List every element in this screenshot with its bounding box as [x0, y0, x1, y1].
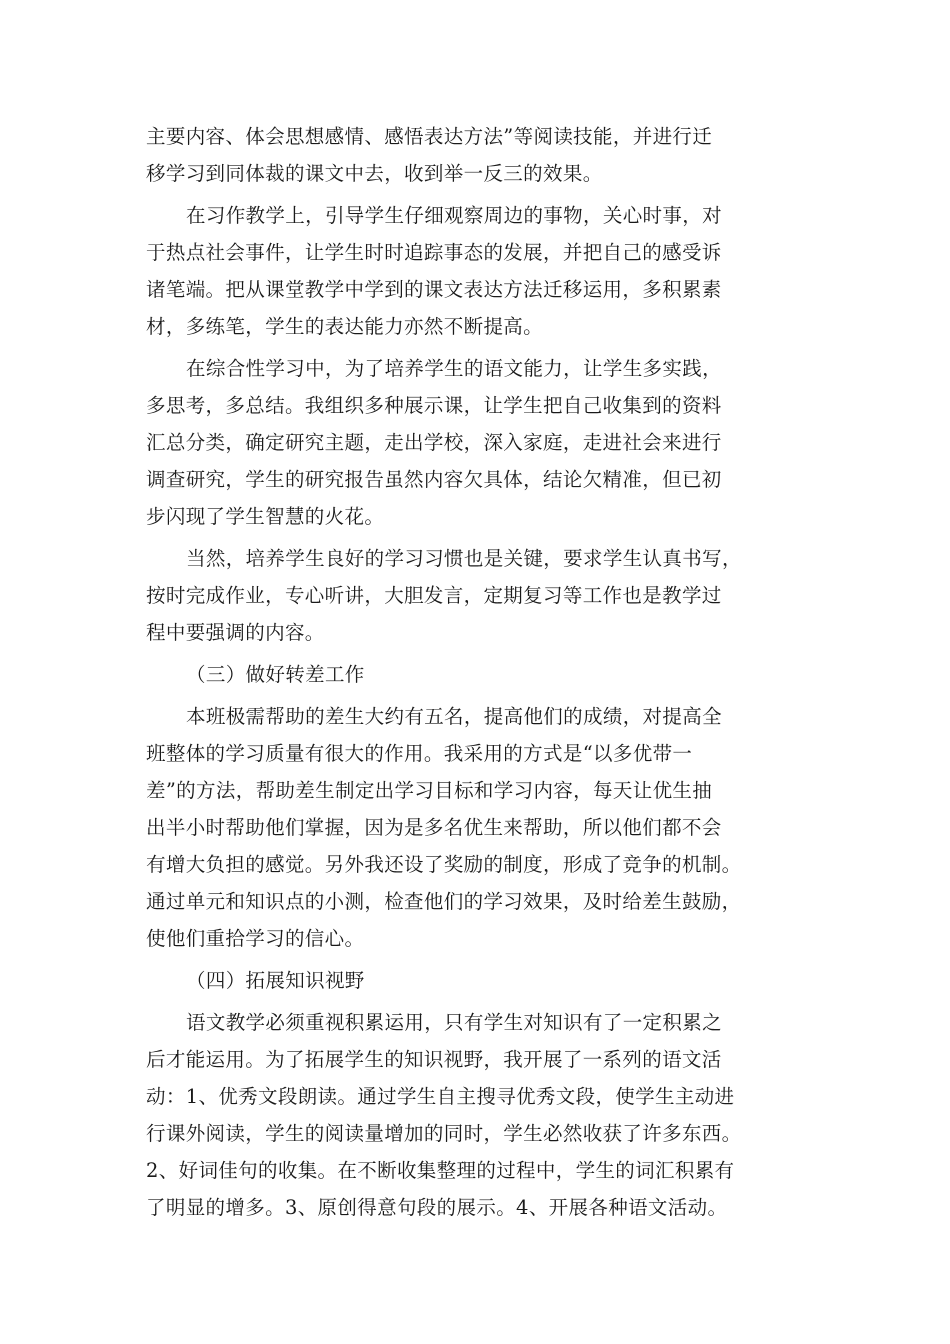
- section-heading: [146, 656, 806, 693]
- text-line: 主要内容、体会思想感情、感悟表达方法”等阅读技能，并进行迁: [146, 125, 713, 148]
- section-heading: [146, 962, 806, 999]
- text-line: 有增大负担的感觉。另外我还设了奖励的制度，形成了竞争的机制。: [146, 853, 742, 876]
- heading-text: （四）拓展知识视野: [186, 969, 365, 992]
- paragraph: [146, 540, 806, 651]
- paragraph: [146, 350, 806, 535]
- text-line: 出半小时帮助他们掌握，因为是多名优生来帮助，所以他们都不会: [146, 816, 722, 839]
- text-line: 2、好词佳句的收集。在不断收集整理的过程中，学生的词汇积累有: [146, 1159, 735, 1182]
- text-line: 在综合性学习中，为了培养学生的语文能力，让学生多实践，: [186, 357, 722, 380]
- text-line: 班整体的学习质量有很大的作用。我采用的方式是“以多优带一: [146, 742, 693, 765]
- text-line: 步闪现了学生智慧的火花。: [146, 505, 385, 528]
- text-line: 行课外阅读，学生的阅读量增加的同时，学生必然收获了许多东西。: [146, 1122, 742, 1145]
- text-line: 动：1、优秀文段朗读。通过学生自主搜寻优秀文段，使学生主动进: [146, 1085, 735, 1108]
- text-line: 程中要强调的内容。: [146, 621, 325, 644]
- text-line: 本班极需帮助的差生大约有五名，提高他们的成绩，对提高全: [186, 705, 722, 728]
- paragraph: [146, 1004, 806, 1226]
- text-line: 差”的方法，帮助差生制定出学习目标和学习内容，每天让优生抽: [146, 779, 713, 802]
- text-line: 语文教学必须重视积累运用，只有学生对知识有了一定积累之: [186, 1011, 722, 1034]
- text-line: 了明显的增多。3、原创得意句段的展示。4、开展各种语文活动。: [146, 1196, 728, 1219]
- document-body: [146, 118, 806, 1226]
- text-line: 使他们重拾学习的信心。: [146, 927, 365, 950]
- paragraph: [146, 118, 806, 192]
- text-line: 材，多练笔，学生的表达能力亦然不断提高。: [146, 315, 544, 338]
- text-line: 诸笔端。把从课堂教学中学到的课文表达方法迁移运用，多积累素: [146, 278, 722, 301]
- text-line: 在习作教学上，引导学生仔细观察周边的事物，关心时事，对: [186, 204, 722, 227]
- text-line: 当然，培养学生良好的学习习惯也是关键，要求学生认真书写，: [186, 547, 742, 570]
- text-line: 汇总分类，确定研究主题，走出学校，深入家庭，走进社会来进行: [146, 431, 722, 454]
- heading-text: （三）做好转差工作: [186, 663, 365, 686]
- text-line: 通过单元和知识点的小测，检查他们的学习效果，及时给差生鼓励，: [146, 890, 742, 913]
- text-line: 于热点社会事件，让学生时时追踪事态的发展，并把自己的感受诉: [146, 241, 722, 264]
- paragraph: [146, 197, 806, 345]
- text-line: 移学习到同体裁的课文中去，收到举一反三的效果。: [146, 162, 603, 185]
- text-line: 调查研究，学生的研究报告虽然内容欠具体，结论欠精准，但已初: [146, 468, 722, 491]
- paragraph: [146, 698, 806, 957]
- text-line: 后才能运用。为了拓展学生的知识视野，我开展了一系列的语文活: [146, 1048, 722, 1071]
- text-line: 按时完成作业，专心听讲，大胆发言，定期复习等工作也是教学过: [146, 584, 722, 607]
- text-line: 多思考，多总结。我组织多种展示课，让学生把自己收集到的资料: [146, 394, 722, 417]
